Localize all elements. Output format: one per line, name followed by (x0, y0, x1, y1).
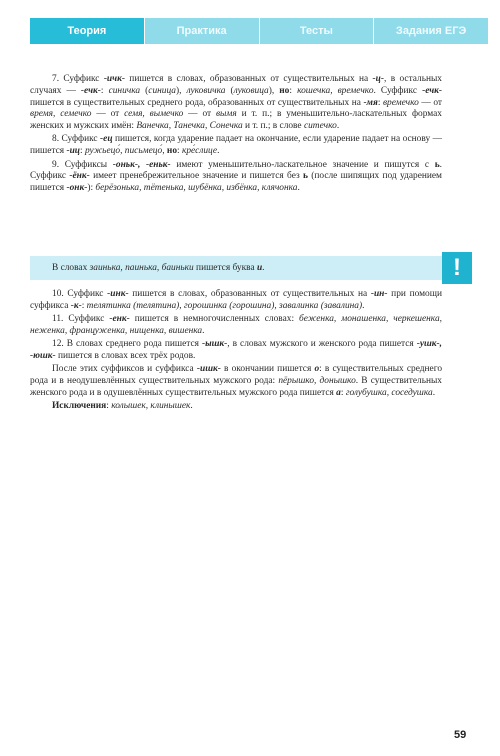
keyword: но (279, 85, 290, 96)
page-number: 59 (454, 729, 467, 741)
text: . (190, 401, 193, 412)
suffix: -ёнк- (69, 171, 90, 182)
rules-text-upper (30, 74, 442, 195)
keyword: но (166, 146, 178, 157)
letter: ь (303, 171, 308, 182)
text: пишется в словах, образованных от существительных на (128, 289, 371, 299)
suffix: -ушк-, -юшк- (30, 339, 443, 361)
text: , в остальных случаях — (30, 74, 442, 96)
tab-theory[interactable]: Теория (30, 18, 144, 44)
suffix: -ец (100, 134, 113, 145)
rule-8 (30, 134, 442, 158)
suffix: -мя (363, 97, 378, 108)
example: синица (148, 85, 176, 96)
text: имеют уменьшительно-ласкательное значение и пишутся с (170, 159, 435, 170)
example: пёрышко, донышко (278, 376, 356, 387)
text: : (100, 85, 109, 96)
example: ситечко (303, 121, 337, 132)
text: : (106, 401, 112, 412)
text: ), (268, 85, 280, 96)
text: — от (183, 109, 216, 120)
suffix: -иц (66, 146, 81, 157)
example: луковица (233, 85, 269, 96)
text: ( (225, 85, 234, 96)
text: : (177, 146, 182, 157)
suffix: -ц- (372, 74, 385, 84)
text: . В существительных женского рода и в одушевлённых существительных мужского рода пишется (30, 376, 442, 398)
text: . (362, 300, 365, 311)
tab-exam-tasks[interactable]: Задания ЕГЭ (373, 18, 488, 44)
example: ружьецо́, письмецо́ (84, 146, 163, 157)
text: . (202, 325, 205, 336)
tab-bar (30, 18, 488, 44)
example: кре́слице (181, 146, 218, 157)
text: ( (140, 85, 149, 96)
text: . (262, 263, 265, 273)
suffix: -оньк-, -еньк- (112, 159, 171, 170)
example: время, семечко (30, 109, 92, 120)
letter: а (336, 387, 341, 398)
text: : (289, 85, 298, 96)
text: . (336, 121, 340, 132)
suffix: -ечк- (422, 85, 443, 96)
text: имеет пренебрежительное значение и пишется без (89, 171, 303, 182)
example: Ванечка, Танечка, Сонечка (136, 121, 243, 132)
suffix: -енк- (109, 314, 130, 325)
text: пишется буква (193, 263, 257, 273)
example: кошечка, времечко (297, 85, 374, 96)
text: и т. п.; в уменьшительно-ласкательных формах женских и мужских имён: (30, 109, 442, 132)
example: колышек, клинышек (111, 401, 191, 412)
text: ): (87, 183, 96, 194)
rule-12 (30, 339, 442, 363)
tab-tests[interactable]: Тесты (259, 18, 374, 44)
example: телятинка (телятина), горошинка (горошина), завалинка (завалина) (86, 300, 363, 311)
example: заинька, паинька, баиньки (89, 263, 194, 273)
suffix: -ичк- (103, 74, 125, 84)
text: . (297, 183, 300, 194)
rule-11 (30, 314, 442, 338)
text: пишется в словах всех трёх родов. (55, 350, 196, 361)
exclamation-icon: ! (453, 254, 461, 281)
text: : (80, 146, 85, 157)
text: пишется, когда ударение падает на окончание, если ударение падает на основу — пишется (30, 134, 442, 157)
suffix: -ин- (370, 289, 388, 299)
rule-endings (30, 364, 442, 399)
exceptions-label: Исключения (52, 401, 107, 412)
example: синичка (108, 85, 141, 96)
text: , (162, 146, 167, 157)
text: 8. Суффикс (52, 134, 101, 145)
letter: ь (434, 159, 440, 170)
note-box (30, 256, 468, 280)
attention-marker (442, 252, 472, 284)
suffix: -онк- (66, 183, 88, 194)
text: в окончании пишется (220, 364, 315, 375)
text: . (432, 387, 436, 398)
text: : (340, 387, 346, 398)
text: . Суффикс (30, 159, 442, 182)
example: семя, вымечко (124, 109, 184, 120)
rule-7 (30, 74, 442, 133)
rule-9 (30, 160, 442, 195)
example: вымя (215, 109, 237, 120)
exceptions (30, 401, 442, 413)
example: луковичка (186, 85, 226, 96)
text: 9. Суффиксы (52, 159, 113, 170)
suffix: -к- (70, 300, 82, 311)
text: 10. Суффикс (52, 289, 108, 299)
tab-practice[interactable]: Практика (144, 18, 259, 44)
text: . (217, 146, 220, 157)
letter: о (314, 364, 320, 375)
suffix: -инк- (107, 289, 129, 299)
text: : (81, 300, 87, 311)
text: 11. Суффикс (52, 314, 110, 325)
text: : в существительных среднего рода и в неодушевлённых существительных мужского рода: (30, 364, 443, 387)
text: пишется в немногочисленных словах: (129, 314, 300, 325)
text: 7. Суффикс (52, 74, 104, 84)
text: — от (91, 109, 125, 120)
example: голубушка, соседушка (345, 387, 433, 398)
rule-10 (30, 289, 442, 313)
text: ), (175, 85, 187, 96)
text: — от (418, 97, 443, 108)
text: при помощи суффикса (30, 289, 442, 311)
suffix: -ишк- (196, 364, 221, 375)
text: После этих суффиксов и суффикса (52, 364, 197, 375)
note-text (52, 263, 265, 273)
text: : (377, 97, 383, 108)
text: 12. В словах среднего рода пишется (52, 339, 202, 350)
suffix: -ышк- (201, 339, 228, 350)
text: . Суффикс (373, 85, 423, 96)
text: , в словах мужского и женского рода пишется (227, 339, 417, 350)
example: беженка, монашенка, черкешенка, неженка, француженка, нищенка, вишенка (30, 314, 442, 336)
text: В словах (52, 263, 90, 273)
suffix: -ечк- (80, 85, 101, 96)
text: пишется в словах, образованных от существительных на (124, 74, 373, 84)
rules-text-lower (30, 289, 442, 413)
letter: и (256, 263, 263, 273)
text: (после шипящих под ударением пишется (30, 171, 442, 194)
example: берёзонька, тётенька, шубёнка, избёнка, клячонка (95, 183, 298, 194)
text: пишется в существительных среднего рода, образованных от существительных на (30, 97, 364, 108)
example: времечко (382, 97, 419, 108)
text: и т. п.; в слове (242, 121, 304, 132)
